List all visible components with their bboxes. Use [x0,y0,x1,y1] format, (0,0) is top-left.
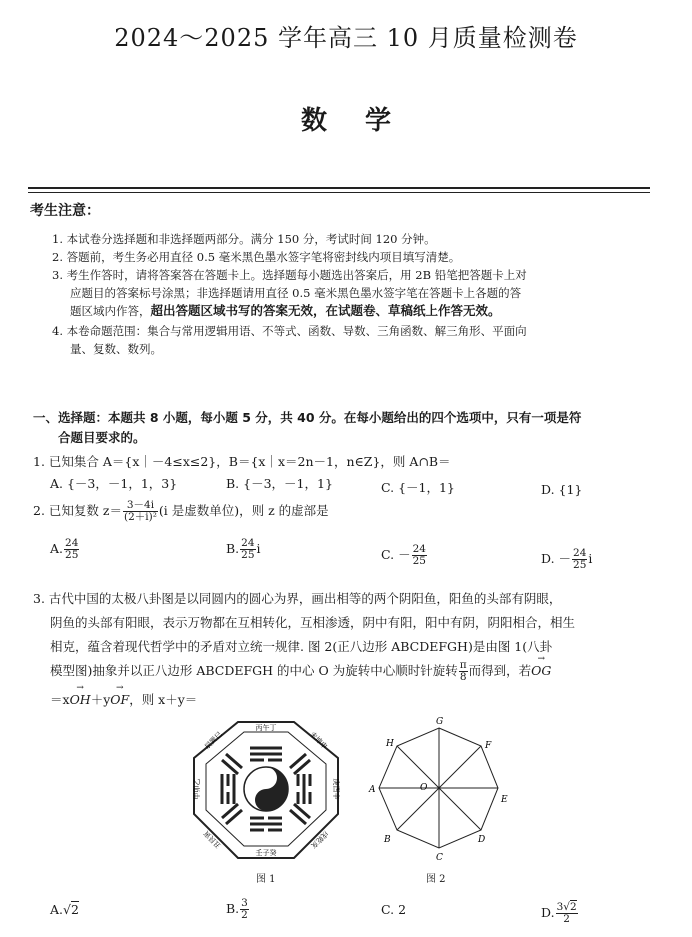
notice-item-4-cont: 量、复数、数列。 [70,342,162,356]
option-label: D. [541,905,555,920]
question-3-line-3: 相克，蕴含着现代哲学中的矛盾对立统一规律. 图 2(正八边形 ABCDEFGH)是由图 1(八卦 [50,639,553,654]
question-2-stem-post: (i 是虚数单位)，则 z 的虚部是 [158,503,329,518]
option-label: C. － [381,547,411,562]
taiji-symbol [244,767,288,811]
question-3-option-c: C. 2 [381,902,407,917]
exam-title: 2024～2025 学年高三 10 月质量检测卷 [114,24,578,52]
q3-line4-pre: 模型图)抽象并以正八边形 ABCDEFGH 的中心 O 为旋转中心顺时针旋转 [50,663,458,678]
frac-num: 24 [573,547,587,559]
frac-num: 24 [412,543,426,555]
option-fraction [240,898,249,921]
section-heading: 一、选择题：本题共 8 小题，每小题 5 分，共 40 分。在每小题给出的四个选项中，只有一项是符 [33,410,582,425]
q3-line4-post: 而得到，若 [468,663,532,678]
frac-num: π [459,659,467,671]
bagua-label-west: 庚酉辛 [332,778,340,800]
bagua-label-north: 壬子癸 [255,849,277,857]
option-fraction [412,544,427,567]
sqrt-sign: √ [63,902,71,917]
question-2-fraction [123,500,158,523]
option-label: B. [226,541,240,556]
question-2-stem-pre: 2. 已知复数 z＝ [33,503,122,518]
header-rule [28,187,650,189]
option-label: A. [50,541,64,556]
notice-item-3-cont: 应题目的答案标号涂黑；非选择题请用直径 0.5 毫米黑色墨水签字笔在答题卡上各题的答 [70,286,522,300]
question-3-option-b [226,898,250,921]
question-2-option-a [50,538,80,561]
bagua-label-northeast: 丑艮寅 [202,829,223,850]
bagua-label-southwest: 未坤申 [308,730,329,751]
question-3-option-d [541,902,579,925]
option-suffix: i [588,551,593,566]
notice-item-4: 4. 本卷命题范围：集合与常用逻辑用语、不等式、函数、导数、三角函数、解三角形、平面向 [52,324,527,338]
question-2-option-b [226,538,261,561]
vertex-label-d: D [478,835,486,845]
header-rule-thin [28,192,650,193]
vector-og: → OG [531,663,551,678]
question-1-option-a: A. {－3，－1，1，3} [50,476,178,491]
figure-1-bagua [186,718,346,868]
coef: 3 [556,901,564,913]
notice-item-3: 3. 考生作答时，请将答案答在答题卡上。选择题每小题选出答案后，用 2B 铅笔把答题卡上对 [52,268,527,282]
bagua-label-east: 甲卯乙 [193,778,201,800]
question-3-option-a [50,902,79,917]
figure-2-caption: 图 2 [426,874,446,885]
option-label: A. [50,902,64,917]
q3-line5-a: ＝x [50,692,70,707]
frac-den: 8 [459,671,467,683]
question-3-line-4 [50,660,551,683]
notice-warning: 超出答题区域书写的答案无效，在试题卷、草稿纸上作答无效。 [150,303,501,318]
option-fraction [556,902,578,925]
vertex-label-b: B [384,835,391,845]
option-label: B. [226,901,240,916]
option-fraction [64,538,79,561]
option-label: D. － [541,551,572,566]
section-heading-cont: 合题目要求的。 [58,430,146,445]
frac-den: 25 [65,549,79,561]
question-1-option-b: B. {－3，－1，1} [226,476,333,491]
sqrt-radicand: 2 [70,902,79,917]
frac-num: 3√2 [556,901,577,913]
notice-item-2: 2. 答题前，考生务必用直径 0.5 毫米黑色墨水签字笔将密封线内项目填写清楚。 [52,250,461,264]
question-2-option-d [541,548,592,571]
question-1-stem: 1. 已知集合 A＝{x｜－4≤x≤2}，B＝{x｜x＝2n－1，n∈Z}，则 A∩B＝ [33,454,451,469]
frac-num: 24 [241,537,255,549]
vertex-label-g: G [436,717,444,727]
notice-heading: 考生注意： [30,203,100,219]
notice-item-1: 1. 本试卷分选择题和非选择题两部分。满分 150 分，考试时间 120 分钟。 [52,232,436,246]
question-3-line-1: 3. 古代中国的太极八卦图是以同圆内的圆心为界，画出相等的两个阴阳鱼，阳鱼的头部有阴眼， [33,591,562,606]
frac-den: 2 [563,913,570,925]
frac-den: 2 [241,909,248,921]
question-2-frac-den: (2＋i)² [123,511,157,523]
bagua-label-south: 丙午丁 [255,724,277,732]
frac-den: 25 [412,555,426,567]
sqrt-radicand: 2 [569,901,577,913]
option-suffix: i [256,541,261,556]
frac-num: 3 [241,897,248,909]
vertex-label-f: F [485,741,492,751]
question-3-line-2: 阴鱼的头部有阳眼，表示万物都在互相转化，互相渗透，阴中有阳，阳中有阴，阴阳相合，相生 [50,615,576,630]
question-3-line-5 [50,690,197,708]
q3-line5-b: ＋y [90,692,111,707]
frac-num: 24 [65,537,79,549]
notice-item-3-tail: 题区域内作答， [70,304,151,318]
question-2-frac-num: 3－4i [123,500,158,512]
vertex-label-e: E [501,795,508,805]
question-1-option-c: C. {－1，1} [381,480,455,495]
subject-title: 数学 [300,106,429,136]
frac-den: 25 [241,549,255,561]
frac-den: 25 [573,559,587,571]
vector-of: → OF [110,692,129,707]
bagua-label-southeast: 辰巽巳 [203,730,224,751]
vertex-label-a: A [369,785,376,795]
question-2-option-c [381,544,428,567]
vertex-label-c: C [436,853,443,863]
vertex-label-h: H [386,739,394,749]
rotation-fraction [459,660,468,683]
question-2-stem [33,500,329,523]
question-1-option-d: D. {1} [541,482,583,497]
figure-1-caption: 图 1 [256,874,276,885]
q3-line5-c: ，则 x＋y＝ [129,692,198,707]
option-fraction [572,548,587,571]
vector-oh: → OH [70,692,91,707]
option-fraction [240,538,255,561]
figure-2-octagon [368,712,518,872]
center-label-o: O [420,783,428,793]
bagua-label-northwest: 戌乾亥 [309,829,330,850]
notice-item-3-end [70,302,501,320]
